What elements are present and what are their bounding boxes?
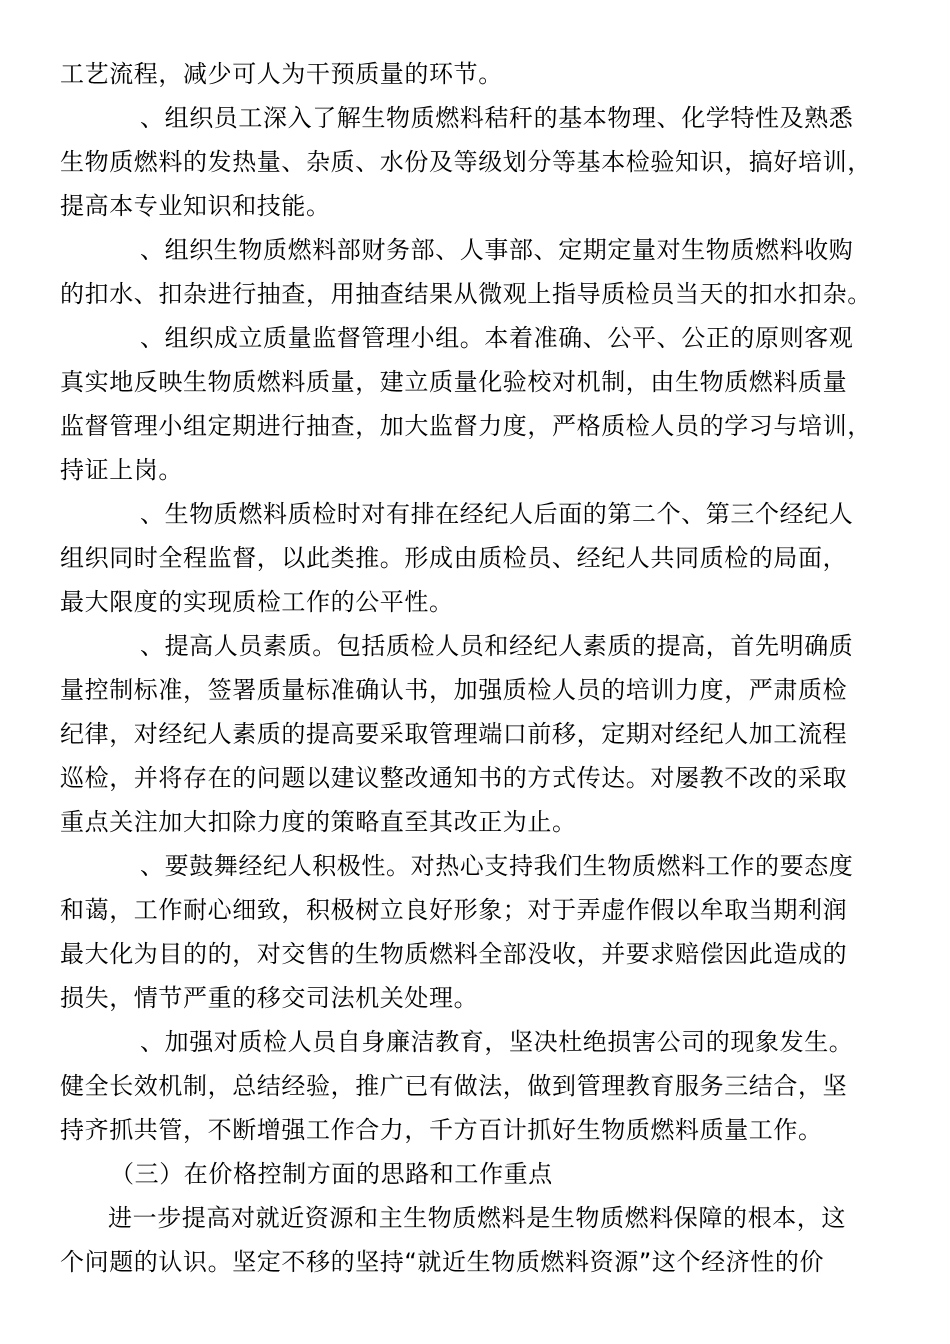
paragraph-line: 工艺流程，减少可人为干预质量的环节。 (60, 60, 503, 88)
paragraph-line: 巡检，并将存在的问题以建议整改通知书的方式传达。对屡教不改的采取 (60, 764, 848, 792)
list-item-line: 、组织员工深入了解生物质燃料秸秆的基本物理、化学特性及熟悉 (140, 104, 854, 132)
paragraph-line: 个问题的认识。坚定不移的坚持“就近生物质燃料资源”这个经济性的价 (60, 1248, 825, 1276)
paragraph-line: 持齐抓共管，不断增强工作合力，千方百计抓好生物质燃料质量工作。 (60, 1116, 823, 1144)
list-item-line: 、组织成立质量监督管理小组。本着准确、公平、公正的原则客观 (140, 324, 854, 352)
paragraph-line: 损失，情节严重的移交司法机关处理。 (60, 984, 479, 1012)
paragraph-line: 监督管理小组定期进行抽查，加大监督力度，严格质检人员的学习与培训， (60, 412, 872, 440)
paragraph-line: 的扣水、扣杂进行抽查，用抽查结果从微观上指导质检员当天的扣水扣杂。 (60, 280, 872, 308)
list-item-line: 、生物质燃料质检时对有排在经纪人后面的第二个、第三个经纪人 (140, 500, 854, 528)
paragraph-line: 生物质燃料的发热量、杂质、水份及等级划分等基本检验知识，搞好培训， (60, 148, 872, 176)
list-item-line: 、组织生物质燃料部财务部、人事部、定期定量对生物质燃料收购 (140, 236, 854, 264)
paragraph-line: 最大限度的实现质检工作的公平性。 (60, 588, 454, 616)
paragraph-line: 真实地反映生物质燃料质量，建立质量化验校对机制，由生物质燃料质量 (60, 368, 848, 396)
body-text (60, 52, 900, 1284)
paragraph-line: 持证上岗。 (60, 456, 183, 484)
paragraph-line: 健全长效机制，总结经验，推广已有做法，做到管理教育服务三结合，坚 (60, 1072, 848, 1100)
section-heading: （三）在价格控制方面的思路和工作重点 (110, 1160, 553, 1188)
list-item-line: 、加强对质检人员自身廉洁教育，坚决杜绝损害公司的现象发生。 (140, 1028, 854, 1056)
paragraph-line: 和蔼，工作耐心细致，积极树立良好形象；对于弄虚作假以牟取当期利润 (60, 896, 848, 924)
paragraph-line: 最大化为目的的，对交售的生物质燃料全部没收，并要求赔偿因此造成的 (60, 940, 848, 968)
list-item-line: 、要鼓舞经纪人积极性。对热心支持我们生物质燃料工作的要态度 (140, 852, 854, 880)
paragraph-line: 提高本专业知识和技能。 (60, 192, 331, 220)
paragraph-line: 量控制标准，签署质量标准确认书，加强质检人员的培训力度，严肃质检 (60, 676, 848, 704)
paragraph-line: 进一步提高对就近资源和主生物质燃料是生物质燃料保障的根本，这 (108, 1204, 846, 1232)
paragraph-line: 重点关注加大扣除力度的策略直至其改正为止。 (60, 808, 577, 836)
list-item-line: 、提高人员素质。包括质检人员和经纪人素质的提高，首先明确质 (140, 632, 854, 660)
paragraph-line: 纪律，对经纪人素质的提高要采取管理端口前移，定期对经纪人加工流程 (60, 720, 848, 748)
paragraph-line: 组织同时全程监督，以此类推。形成由质检员、经纪人共同质检的局面， (60, 544, 848, 572)
